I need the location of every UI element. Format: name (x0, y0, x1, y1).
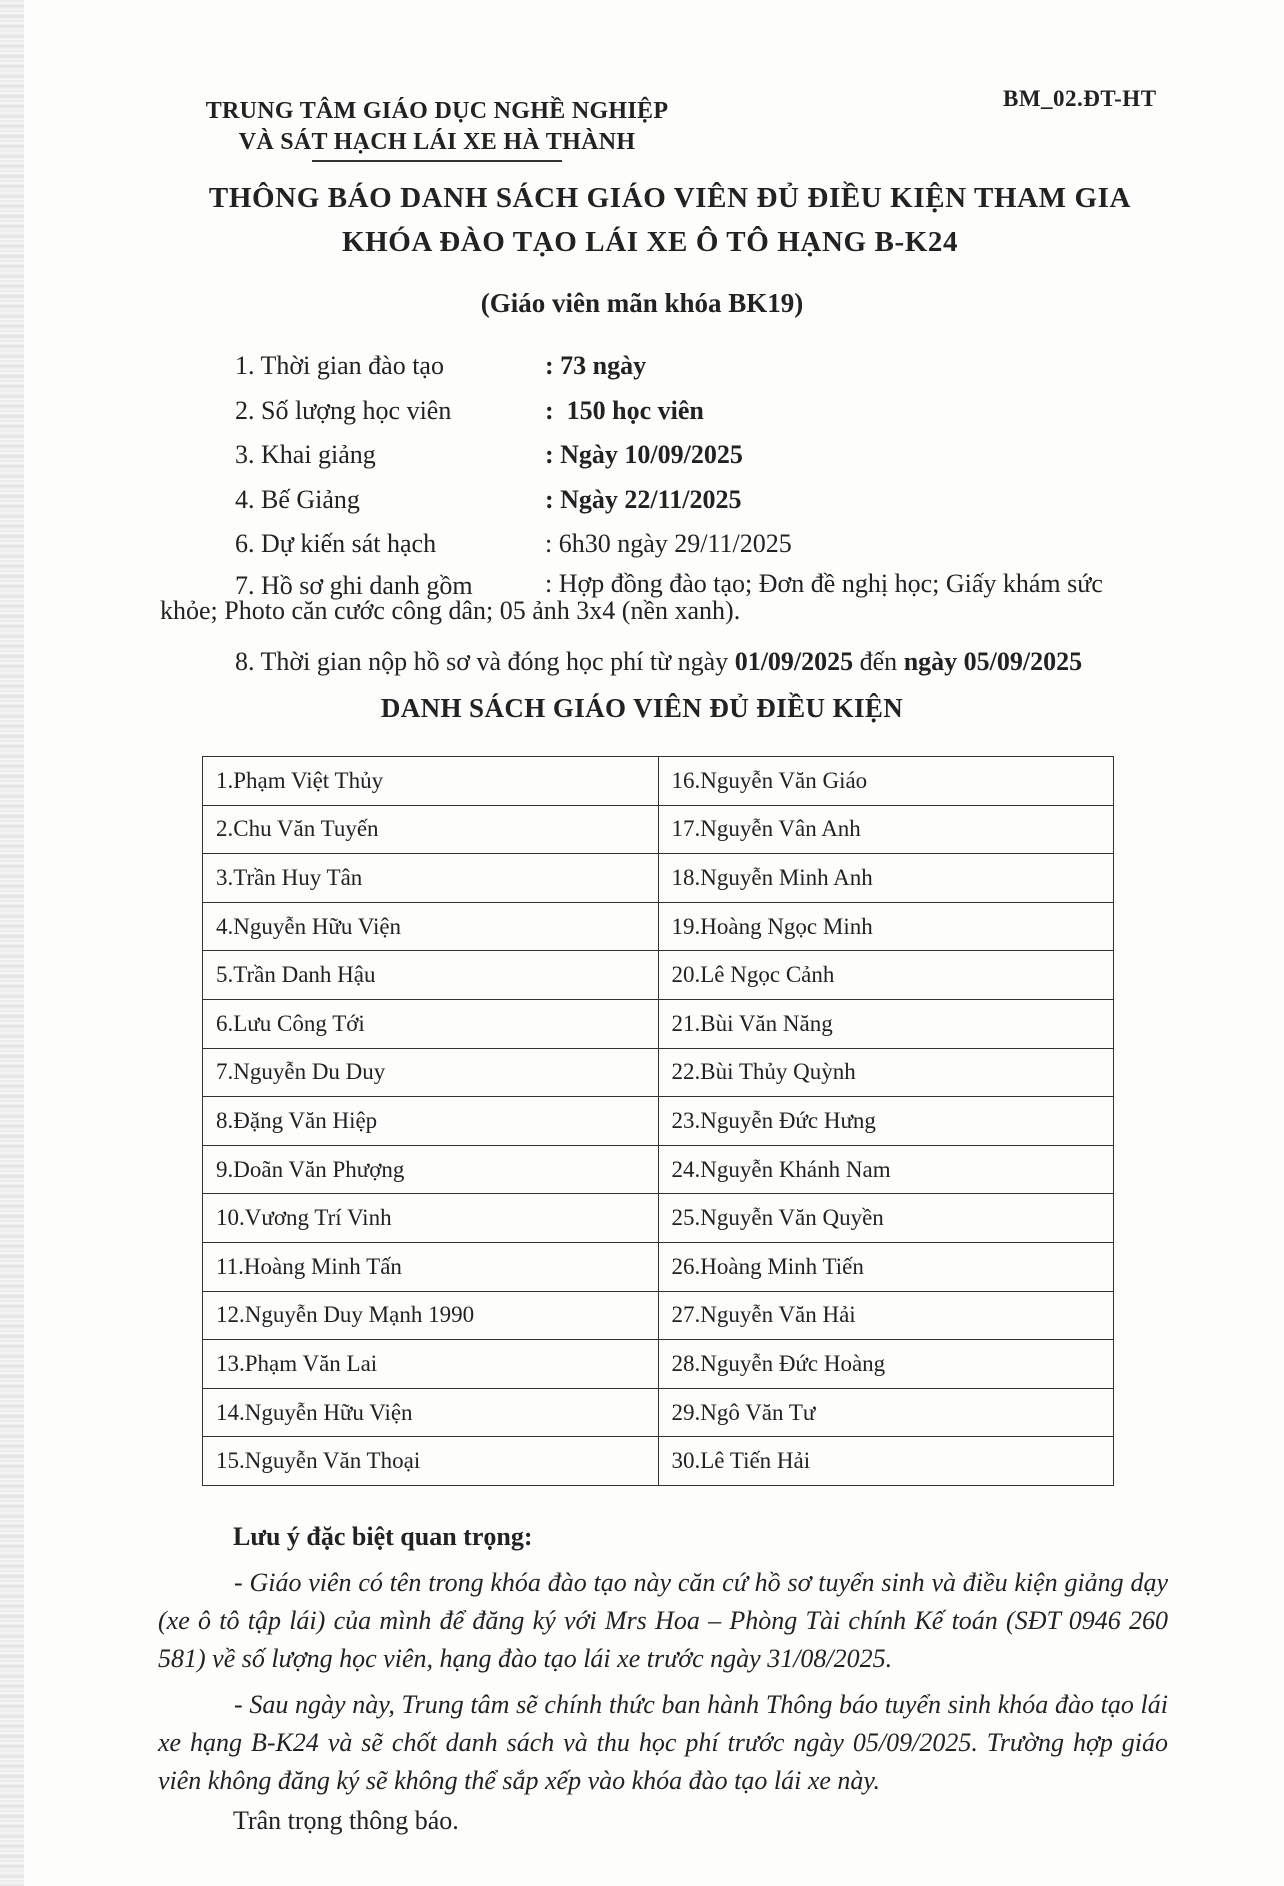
closing-line: Trân trọng thông báo. (233, 1806, 459, 1835)
organization-name (192, 96, 682, 158)
title-line-2: KHÓA ĐÀO TẠO LÁI XE Ô TÔ HẠNG B-K24 (341, 226, 959, 258)
teacher-cell-left: 11.Hoàng Minh Tấn (203, 1242, 659, 1291)
teacher-cell-right: 29.Ngô Văn Tư (658, 1388, 1114, 1437)
teacher-cell-right: 26.Hoàng Minh Tiến (658, 1242, 1114, 1291)
table-row (203, 1097, 1114, 1146)
teacher-cell-left: 13.Phạm Văn Lai (203, 1340, 659, 1389)
info-label-1: 1. Thời gian đào tạo (235, 351, 444, 380)
teacher-cell-right: 30.Lê Tiến Hải (658, 1437, 1114, 1486)
subtitle: (Giáo viên mãn khóa BK19) (480, 288, 804, 318)
submission-period-prefix: 8. Thời gian nộp hồ sơ và đóng học phí từ ngày (235, 647, 735, 676)
info-value-3: : Ngày 10/09/2025 (545, 440, 743, 469)
note-paragraph-2: - Sau ngày này, Trung tâm sẽ chính thức ban hành Thông báo tuyển sinh khóa đào tạo lái xe hạng B-K24 và sẽ chốt danh sách và thu học phí trước ngày 05/09/2025. Trường hợp giáo viên không đăng ký sẽ không thể sắp xếp vào khóa đào tạo lái xe này. (158, 1690, 1168, 1795)
table-row (203, 854, 1114, 903)
note-paragraph-1: - Giáo viên có tên trong khóa đào tạo này căn cứ hồ sơ tuyển sinh và điều kiện giảng dạy (xe ô tô tập lái) của mình để đăng ký với Mrs Hoa – Phòng Tài chính Kế toán (SĐT 0946 260 581) về số lượng học viên, hạng đào tạo lái xe trước ngày 31/08/2025. (158, 1568, 1168, 1673)
scan-edge-artifact (0, 0, 24, 1886)
teacher-cell-left: 4.Nguyễn Hữu Viện (203, 902, 659, 951)
teacher-cell-right: 25.Nguyễn Văn Quyền (658, 1194, 1114, 1243)
title-line-1: THÔNG BÁO DANH SÁCH GIÁO VIÊN ĐỦ ĐIỀU KIỆN THAM GIA (208, 182, 1132, 214)
teacher-cell-right: 27.Nguyễn Văn Hải (658, 1291, 1114, 1340)
info-value-6: : Hợp đồng đào tạo; Đơn đề nghị học; Giấy khám sức (545, 569, 1103, 598)
submission-period-mid: đến (853, 647, 904, 676)
info-value-6-continued: khỏe; Photo căn cước công dân; 05 ảnh 3x4 (nền xanh). (160, 596, 741, 625)
info-value-5: : 6h30 ngày 29/11/2025 (545, 529, 792, 558)
teacher-cell-left: 9.Doãn Văn Phượng (203, 1145, 659, 1194)
info-value-4: : Ngày 22/11/2025 (545, 485, 742, 514)
org-line-2: VÀ SÁT HẠCH LÁI XE HÀ THÀNH (238, 129, 636, 155)
info-label-4: 4. Bế Giảng (235, 485, 360, 514)
teacher-cell-left: 5.Trần Danh Hậu (203, 951, 659, 1000)
teacher-cell-left: 2.Chu Văn Tuyến (203, 805, 659, 854)
teacher-cell-right: 18.Nguyễn Minh Anh (658, 854, 1114, 903)
teacher-cell-left: 12.Nguyễn Duy Mạnh 1990 (203, 1291, 659, 1340)
table-row (203, 951, 1114, 1000)
submission-start-date: 01/09/2025 (734, 647, 854, 676)
teacher-cell-right: 17.Nguyễn Vân Anh (658, 805, 1114, 854)
teacher-cell-left: 15.Nguyễn Văn Thoại (203, 1437, 659, 1486)
org-line-1: TRUNG TÂM GIÁO DỤC NGHỀ NGHIỆP (205, 98, 669, 124)
table-row (203, 902, 1114, 951)
form-code: BM_02.ĐT-HT (1003, 86, 1157, 111)
info-label-6: 7. Hồ sơ ghi danh gồm (235, 571, 473, 600)
teacher-cell-right: 28.Nguyễn Đức Hoàng (658, 1340, 1114, 1389)
teacher-cell-left: 14.Nguyễn Hữu Viện (203, 1388, 659, 1437)
table-row (203, 1048, 1114, 1097)
org-underline (312, 160, 562, 162)
table-row (203, 999, 1114, 1048)
table-row (203, 1437, 1114, 1486)
table-row (203, 805, 1114, 854)
teacher-table-body (203, 757, 1114, 1486)
info-label-5: 6. Dự kiến sát hạch (235, 529, 437, 558)
teacher-cell-right: 22.Bùi Thủy Quỳnh (658, 1048, 1114, 1097)
submission-end-date: ngày 05/09/2025 (903, 647, 1083, 676)
table-row (203, 1340, 1114, 1389)
teacher-cell-right: 24.Nguyễn Khánh Nam (658, 1145, 1114, 1194)
teacher-cell-left: 1.Phạm Việt Thủy (203, 757, 659, 806)
teacher-table (202, 756, 1114, 1486)
table-row (203, 757, 1114, 806)
teacher-cell-right: 21.Bùi Văn Năng (658, 999, 1114, 1048)
list-heading: DANH SÁCH GIÁO VIÊN ĐỦ ĐIỀU KIỆN (380, 693, 904, 723)
teacher-cell-left: 8.Đặng Văn Hiệp (203, 1097, 659, 1146)
table-row (203, 1242, 1114, 1291)
teacher-cell-right: 23.Nguyễn Đức Hưng (658, 1097, 1114, 1146)
teacher-cell-right: 19.Hoàng Ngọc Minh (658, 902, 1114, 951)
info-value-1: : 73 ngày (545, 351, 647, 380)
teacher-cell-left: 7.Nguyễn Du Duy (203, 1048, 659, 1097)
table-row (203, 1388, 1114, 1437)
teacher-cell-right: 16.Nguyễn Văn Giáo (658, 757, 1114, 806)
teacher-cell-left: 10.Vương Trí Vinh (203, 1194, 659, 1243)
table-row (203, 1291, 1114, 1340)
note-title: Lưu ý đặc biệt quan trọng: (233, 1522, 533, 1551)
info-label-2: 2. Số lượng học viên (235, 396, 452, 425)
info-label-3: 3. Khai giảng (235, 440, 376, 469)
info-value-2: : 150 học viên (545, 396, 704, 425)
teacher-cell-left: 6.Lưu Công Tới (203, 999, 659, 1048)
teacher-cell-right: 20.Lê Ngọc Cảnh (658, 951, 1114, 1000)
table-row (203, 1145, 1114, 1194)
submission-period (235, 647, 1082, 677)
teacher-cell-left: 3.Trần Huy Tân (203, 854, 659, 903)
table-row (203, 1194, 1114, 1243)
